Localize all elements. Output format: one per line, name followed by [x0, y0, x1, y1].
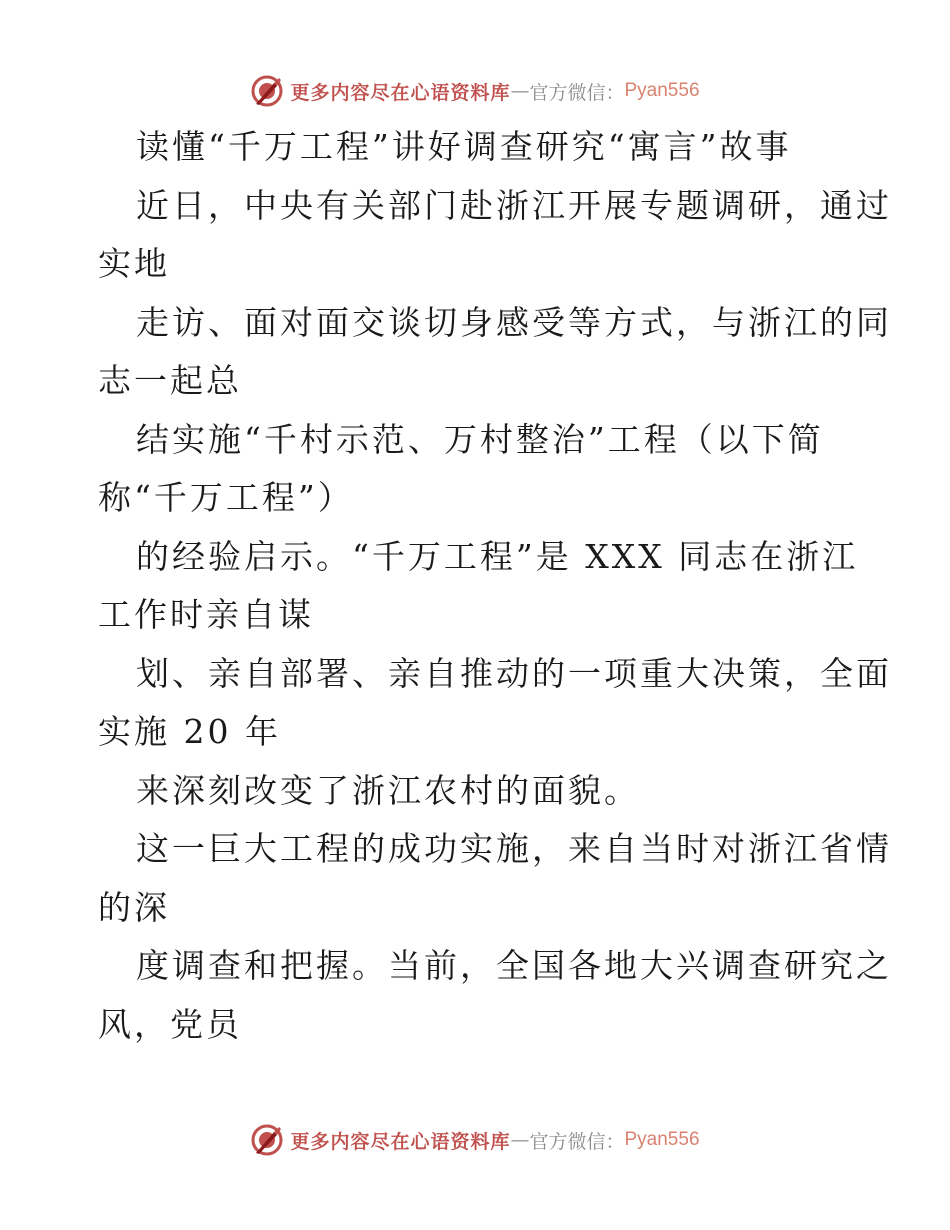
header-banner [0, 71, 950, 111]
banner-dash: — [510, 80, 530, 102]
banner-title: 更多内容尽在心语资料库 [290, 1130, 511, 1153]
text-line: 走访、面对面交谈切身感受等方式，与浙江的同 [136, 302, 892, 342]
text-line: 这一巨大工程的成功实施，来自当时对浙江省情 [136, 829, 892, 868]
banner-title: 更多内容尽在心语资料库 [290, 81, 511, 104]
text-line: 结实施“千村示范、万村整治”工程（以下简 [136, 419, 824, 459]
pen-logo-icon [250, 74, 284, 108]
banner-label: 官方微信： [529, 1130, 625, 1153]
text-line: 来深刻改变了浙江农村的面貌。 [136, 770, 640, 810]
text-line: 志一起总 [98, 361, 242, 400]
text-line: 的经验启示。“千万工程”是 XXX 同志在浙江 [136, 536, 859, 576]
banner-wechat-id: Pyan556 [624, 1129, 700, 1150]
banner-wechat-id: Pyan556 [624, 80, 700, 101]
text-line: 实地 [98, 244, 170, 283]
text-line: 近日，中央有关部门赴浙江开展专题调研，通过 [136, 185, 892, 225]
pen-logo-icon [250, 1123, 284, 1157]
text-line: 工作时亲自谋 [98, 595, 314, 634]
text-line: 划、亲自部署、亲自推动的一项重大决策，全面 [136, 653, 892, 693]
footer-banner [0, 1120, 950, 1160]
text-line: 称“千万工程”） [98, 478, 354, 517]
text-line: 风，党员 [98, 1004, 242, 1044]
banner-dash: — [510, 1129, 530, 1151]
document-title: 读懂“千万工程”讲好调查研究“寓言”故事 [136, 127, 792, 166]
document-body [98, 118, 892, 1054]
text-line: 的深 [98, 887, 170, 927]
banner-label: 官方微信： [529, 81, 625, 104]
text-line: 实施 20 年 [98, 712, 281, 751]
text-line: 度调查和把握。当前，全国各地大兴调查研究之 [136, 946, 892, 985]
